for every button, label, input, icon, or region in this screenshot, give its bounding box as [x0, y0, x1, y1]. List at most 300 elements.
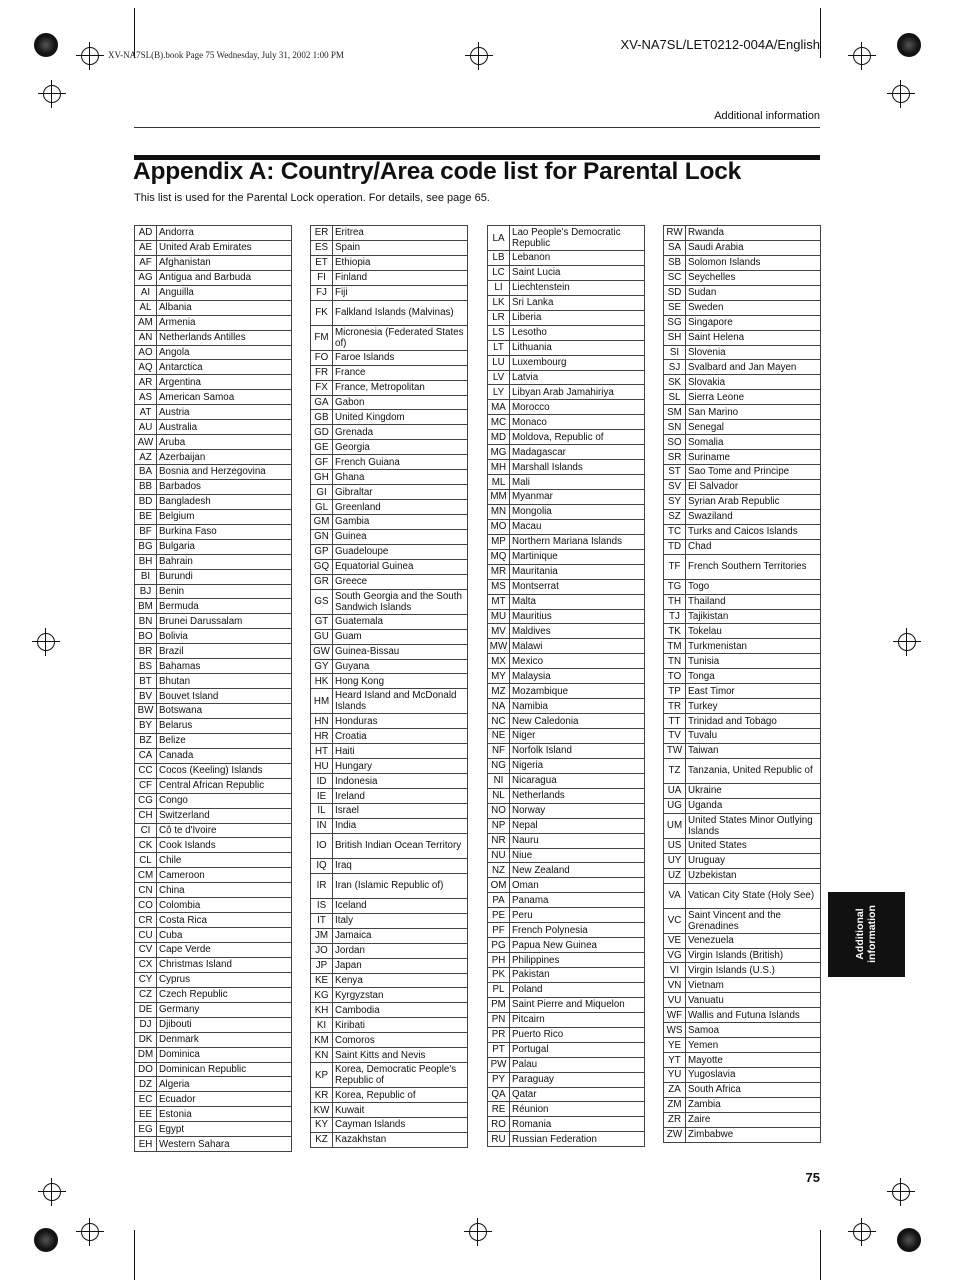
country-code: AQ — [135, 360, 157, 375]
country-name: Netherlands Antilles — [157, 330, 292, 345]
country-name: Malawi — [510, 639, 645, 654]
country-code: LT — [488, 340, 510, 355]
country-name: Tonga — [686, 669, 821, 684]
country-code: PL — [488, 982, 510, 997]
country-code: GH — [311, 470, 333, 485]
country-name: Czech Republic — [157, 987, 292, 1002]
table-row — [311, 928, 468, 943]
table-row — [488, 1057, 645, 1072]
table-row — [488, 355, 645, 370]
table-row — [311, 629, 468, 644]
country-code: VN — [664, 978, 686, 993]
country-code: ZR — [664, 1112, 686, 1127]
country-name: Antarctica — [157, 360, 292, 375]
table-row — [135, 718, 292, 733]
table-row — [135, 360, 292, 375]
table-row — [311, 958, 468, 973]
country-code: AD — [135, 226, 157, 241]
country-code: MG — [488, 445, 510, 460]
country-name: Montserrat — [510, 579, 645, 594]
country-name: Honduras — [333, 714, 468, 729]
table-row — [488, 400, 645, 415]
table-row — [664, 684, 821, 699]
country-name: Iran (Islamic Republic of) — [333, 873, 468, 898]
country-name: Vietnam — [686, 978, 821, 993]
country-name: Cuba — [157, 928, 292, 943]
country-name: Tuvalu — [686, 729, 821, 744]
country-code: TF — [664, 554, 686, 579]
country-name: Madagascar — [510, 445, 645, 460]
country-code: FR — [311, 365, 333, 380]
country-code: KG — [311, 988, 333, 1003]
country-name: Bouvet Island — [157, 689, 292, 704]
table-row — [488, 475, 645, 490]
country-code: DO — [135, 1062, 157, 1077]
country-code: TM — [664, 639, 686, 654]
country-name: Turkey — [686, 699, 821, 714]
country-code: CV — [135, 943, 157, 958]
country-code: NL — [488, 788, 510, 803]
country-name: French Guiana — [333, 455, 468, 470]
table-row — [488, 385, 645, 400]
country-name: Bhutan — [157, 674, 292, 689]
country-code: TW — [664, 743, 686, 758]
country-name: Tanzania, United Republic of — [686, 758, 821, 783]
country-name: Guam — [333, 629, 468, 644]
table-row — [135, 943, 292, 958]
country-code: BA — [135, 465, 157, 480]
country-name: Western Sahara — [157, 1137, 292, 1152]
country-name: Bulgaria — [157, 539, 292, 554]
table-row — [311, 589, 468, 614]
country-code: ET — [311, 255, 333, 270]
country-code: SO — [664, 435, 686, 450]
country-name: Benin — [157, 584, 292, 599]
country-name: Iraq — [333, 858, 468, 873]
country-code: PA — [488, 893, 510, 908]
country-code: JP — [311, 958, 333, 973]
table-row — [488, 370, 645, 385]
country-name: Mayotte — [686, 1053, 821, 1068]
country-code: TK — [664, 624, 686, 639]
table-row — [488, 1012, 645, 1027]
country-name: Saudi Arabia — [686, 240, 821, 255]
country-name: Armenia — [157, 315, 292, 330]
country-code: LS — [488, 325, 510, 340]
country-code: IR — [311, 873, 333, 898]
table-row — [664, 330, 821, 345]
table-row — [311, 818, 468, 833]
table-row — [664, 729, 821, 744]
country-name: Myanmar — [510, 490, 645, 505]
page-title: Appendix A: Country/Area code list for Parental Lock — [133, 158, 742, 185]
country-name: Svalbard and Jan Mayen — [686, 360, 821, 375]
country-name: Comoros — [333, 1033, 468, 1048]
country-name: Niger — [510, 729, 645, 744]
country-code: MW — [488, 639, 510, 654]
table-row — [135, 330, 292, 345]
table-row — [664, 375, 821, 390]
country-code: PR — [488, 1027, 510, 1042]
country-code: NE — [488, 729, 510, 744]
country-name: Gibraltar — [333, 485, 468, 500]
country-name: Oman — [510, 878, 645, 893]
table-row — [311, 1132, 468, 1147]
country-name: British Indian Ocean Territory — [333, 833, 468, 858]
crop-mark — [134, 1230, 135, 1280]
table-row — [488, 818, 645, 833]
country-name: Kyrgyzstan — [333, 988, 468, 1003]
country-code: KE — [311, 973, 333, 988]
country-code: MA — [488, 400, 510, 415]
country-name: Bermuda — [157, 599, 292, 614]
country-name: Falkland Islands (Malvinas) — [333, 300, 468, 325]
country-code: KW — [311, 1103, 333, 1118]
country-code: NO — [488, 803, 510, 818]
table-row — [311, 714, 468, 729]
country-name: Uruguay — [686, 853, 821, 868]
country-code: LA — [488, 226, 510, 251]
country-name: Northern Mariana Islands — [510, 534, 645, 549]
country-code: MR — [488, 564, 510, 579]
country-name: Eritrea — [333, 226, 468, 241]
country-name: Bahamas — [157, 659, 292, 674]
country-code: TZ — [664, 758, 686, 783]
country-name: Burundi — [157, 569, 292, 584]
table-row — [488, 265, 645, 280]
table-row — [488, 1102, 645, 1117]
country-code: CG — [135, 793, 157, 808]
table-row — [311, 544, 468, 559]
country-name: Indonesia — [333, 774, 468, 789]
country-code: TP — [664, 684, 686, 699]
country-code: MS — [488, 579, 510, 594]
country-code: HK — [311, 674, 333, 689]
country-name: Chad — [686, 539, 821, 554]
table-row — [135, 972, 292, 987]
country-name: Paraguay — [510, 1072, 645, 1087]
country-name: Saint Pierre and Miquelon — [510, 997, 645, 1012]
table-row — [311, 559, 468, 574]
country-name: Tunisia — [686, 654, 821, 669]
country-code: PF — [488, 923, 510, 938]
country-name: Cameroon — [157, 868, 292, 883]
country-code: FI — [311, 270, 333, 285]
table-row — [664, 450, 821, 465]
country-code: YU — [664, 1068, 686, 1083]
country-code: IQ — [311, 858, 333, 873]
country-name: East Timor — [686, 684, 821, 699]
country-name: Solomon Islands — [686, 255, 821, 270]
table-row — [664, 838, 821, 853]
country-code: BE — [135, 509, 157, 524]
table-row — [311, 485, 468, 500]
country-code: CM — [135, 868, 157, 883]
table-row — [311, 574, 468, 589]
table-row — [664, 908, 821, 933]
country-name: Finland — [333, 270, 468, 285]
registration-dot-top-right — [897, 33, 921, 57]
country-name: Ireland — [333, 789, 468, 804]
country-name: Israel — [333, 804, 468, 819]
country-name: Philippines — [510, 953, 645, 968]
country-name: Poland — [510, 982, 645, 997]
table-row — [135, 584, 292, 599]
table-row — [664, 933, 821, 948]
country-name: Wallis and Futuna Islands — [686, 1008, 821, 1023]
table-row — [135, 226, 292, 241]
side-tab — [828, 892, 905, 977]
country-name: Nepal — [510, 818, 645, 833]
table-row — [664, 390, 821, 405]
table-row — [488, 460, 645, 475]
country-code: PW — [488, 1057, 510, 1072]
country-name: Libyan Arab Jamahiriya — [510, 385, 645, 400]
table-row — [664, 405, 821, 420]
country-name: Mali — [510, 475, 645, 490]
country-code: CN — [135, 883, 157, 898]
country-name: Guatemala — [333, 614, 468, 629]
table-row — [135, 435, 292, 450]
table-row — [664, 465, 821, 480]
table-row — [135, 898, 292, 913]
country-code: TN — [664, 654, 686, 669]
table-row — [664, 654, 821, 669]
country-code: BV — [135, 689, 157, 704]
table-row — [488, 788, 645, 803]
country-code: PY — [488, 1072, 510, 1087]
table-row — [135, 957, 292, 972]
table-row — [664, 226, 821, 241]
country-code: AO — [135, 345, 157, 360]
country-name: Réunion — [510, 1102, 645, 1117]
country-name: Moldova, Republic of — [510, 430, 645, 445]
country-name: El Salvador — [686, 479, 821, 494]
country-code: AI — [135, 285, 157, 300]
country-name: Switzerland — [157, 808, 292, 823]
country-code: CC — [135, 763, 157, 778]
table-row — [311, 858, 468, 873]
table-row — [664, 853, 821, 868]
table-row — [664, 699, 821, 714]
country-code: FX — [311, 380, 333, 395]
country-name: Slovenia — [686, 345, 821, 360]
country-name: Dominica — [157, 1047, 292, 1062]
country-code: PG — [488, 938, 510, 953]
country-name: New Zealand — [510, 863, 645, 878]
country-name: Heard Island and McDonald Islands — [333, 689, 468, 714]
country-code: GF — [311, 455, 333, 470]
country-code: UG — [664, 798, 686, 813]
country-name: Tajikistan — [686, 609, 821, 624]
country-code: PK — [488, 968, 510, 983]
table-row — [311, 1103, 468, 1118]
country-name: Suriname — [686, 450, 821, 465]
country-name: Korea, Democratic People's Republic of — [333, 1063, 468, 1088]
country-name: Sweden — [686, 300, 821, 315]
country-name: Nigeria — [510, 758, 645, 773]
table-row — [135, 1002, 292, 1017]
country-code: FK — [311, 300, 333, 325]
country-code: CH — [135, 808, 157, 823]
table-row — [135, 629, 292, 644]
country-code: PT — [488, 1042, 510, 1057]
country-name: Burkina Faso — [157, 524, 292, 539]
crosshair-mark — [893, 628, 921, 656]
country-code: GP — [311, 544, 333, 559]
country-code: ER — [311, 226, 333, 241]
table-row — [135, 1107, 292, 1122]
book-info: XV-NA7SL(B).book Page 75 Wednesday, July 31, 2002 1:00 PM — [108, 50, 344, 60]
country-name: Zambia — [686, 1097, 821, 1112]
country-name: Sudan — [686, 285, 821, 300]
table-row — [311, 674, 468, 689]
country-name: Norway — [510, 803, 645, 818]
crosshair-mark — [76, 1218, 104, 1246]
country-name: Argentina — [157, 375, 292, 390]
table-row — [135, 554, 292, 569]
country-code: BG — [135, 539, 157, 554]
table-row — [664, 509, 821, 524]
country-code: JM — [311, 928, 333, 943]
country-code: CU — [135, 928, 157, 943]
table-row — [135, 300, 292, 315]
country-name: France — [333, 365, 468, 380]
table-row — [488, 848, 645, 863]
country-code: KZ — [311, 1132, 333, 1147]
country-name: Italy — [333, 913, 468, 928]
country-code: TT — [664, 714, 686, 729]
country-code: FJ — [311, 285, 333, 300]
country-name: Greece — [333, 574, 468, 589]
country-code: BR — [135, 644, 157, 659]
country-code: CA — [135, 748, 157, 763]
table-row — [664, 270, 821, 285]
country-code: NI — [488, 773, 510, 788]
table-row — [664, 300, 821, 315]
table-row — [488, 251, 645, 266]
country-code: GB — [311, 410, 333, 425]
country-code: MC — [488, 415, 510, 430]
country-name: Togo — [686, 579, 821, 594]
country-code: SL — [664, 390, 686, 405]
country-name: Kiribati — [333, 1018, 468, 1033]
country-name: Peru — [510, 908, 645, 923]
table-row — [488, 893, 645, 908]
country-code: GY — [311, 659, 333, 674]
country-name: Colombia — [157, 898, 292, 913]
country-name: Ethiopia — [333, 255, 468, 270]
table-row — [135, 270, 292, 285]
table-row — [311, 455, 468, 470]
country-code: HU — [311, 759, 333, 774]
registration-dot-top-left — [34, 33, 58, 57]
country-code: AW — [135, 435, 157, 450]
country-code: NG — [488, 758, 510, 773]
table-row — [488, 878, 645, 893]
country-name: Belize — [157, 733, 292, 748]
country-name: Papua New Guinea — [510, 938, 645, 953]
country-code: NR — [488, 833, 510, 848]
table-row — [488, 743, 645, 758]
country-code: AN — [135, 330, 157, 345]
country-code: PN — [488, 1012, 510, 1027]
country-name: Cyprus — [157, 972, 292, 987]
table-row — [135, 838, 292, 853]
crosshair-mark — [848, 1218, 876, 1246]
table-row — [664, 639, 821, 654]
country-code: BN — [135, 614, 157, 629]
table-row — [664, 624, 821, 639]
country-code: CL — [135, 853, 157, 868]
country-code: VI — [664, 963, 686, 978]
table-row — [135, 569, 292, 584]
country-code: CO — [135, 898, 157, 913]
country-name: Puerto Rico — [510, 1027, 645, 1042]
table-row — [488, 490, 645, 505]
country-code: PH — [488, 953, 510, 968]
country-name: Saint Lucia — [510, 265, 645, 280]
country-code: NA — [488, 699, 510, 714]
country-name: Lithuania — [510, 340, 645, 355]
country-name: Guadeloupe — [333, 544, 468, 559]
table-row — [488, 968, 645, 983]
table-row — [311, 395, 468, 410]
country-name: Lesotho — [510, 325, 645, 340]
table-row — [311, 440, 468, 455]
country-code: TO — [664, 669, 686, 684]
table-row — [488, 997, 645, 1012]
table-row — [311, 644, 468, 659]
country-code: MM — [488, 490, 510, 505]
table-row — [135, 1122, 292, 1137]
code-column-3 — [487, 225, 645, 1147]
country-name: Lebanon — [510, 251, 645, 266]
table-row — [135, 1017, 292, 1032]
table-row — [664, 1053, 821, 1068]
table-row — [488, 534, 645, 549]
country-code: SV — [664, 479, 686, 494]
table-row — [135, 240, 292, 255]
table-row — [311, 500, 468, 515]
country-code: SZ — [664, 509, 686, 524]
table-row — [664, 978, 821, 993]
country-code: SN — [664, 420, 686, 435]
crosshair-mark — [465, 42, 493, 70]
country-name: Nauru — [510, 833, 645, 848]
country-name: Sao Tome and Principe — [686, 465, 821, 480]
country-name: Maldives — [510, 624, 645, 639]
table-row — [488, 430, 645, 445]
country-name: Senegal — [686, 420, 821, 435]
table-row — [135, 539, 292, 554]
table-row — [664, 783, 821, 798]
country-code: BD — [135, 494, 157, 509]
country-name: Iceland — [333, 898, 468, 913]
table-row — [135, 450, 292, 465]
country-name: Jamaica — [333, 928, 468, 943]
country-code: NZ — [488, 863, 510, 878]
country-name: Uzbekistan — [686, 868, 821, 883]
country-name: Kuwait — [333, 1103, 468, 1118]
table-row — [664, 285, 821, 300]
table-row — [311, 425, 468, 440]
country-name: South Africa — [686, 1082, 821, 1097]
country-name: Zaire — [686, 1112, 821, 1127]
country-code: UZ — [664, 868, 686, 883]
country-code: CX — [135, 957, 157, 972]
country-code: BT — [135, 674, 157, 689]
